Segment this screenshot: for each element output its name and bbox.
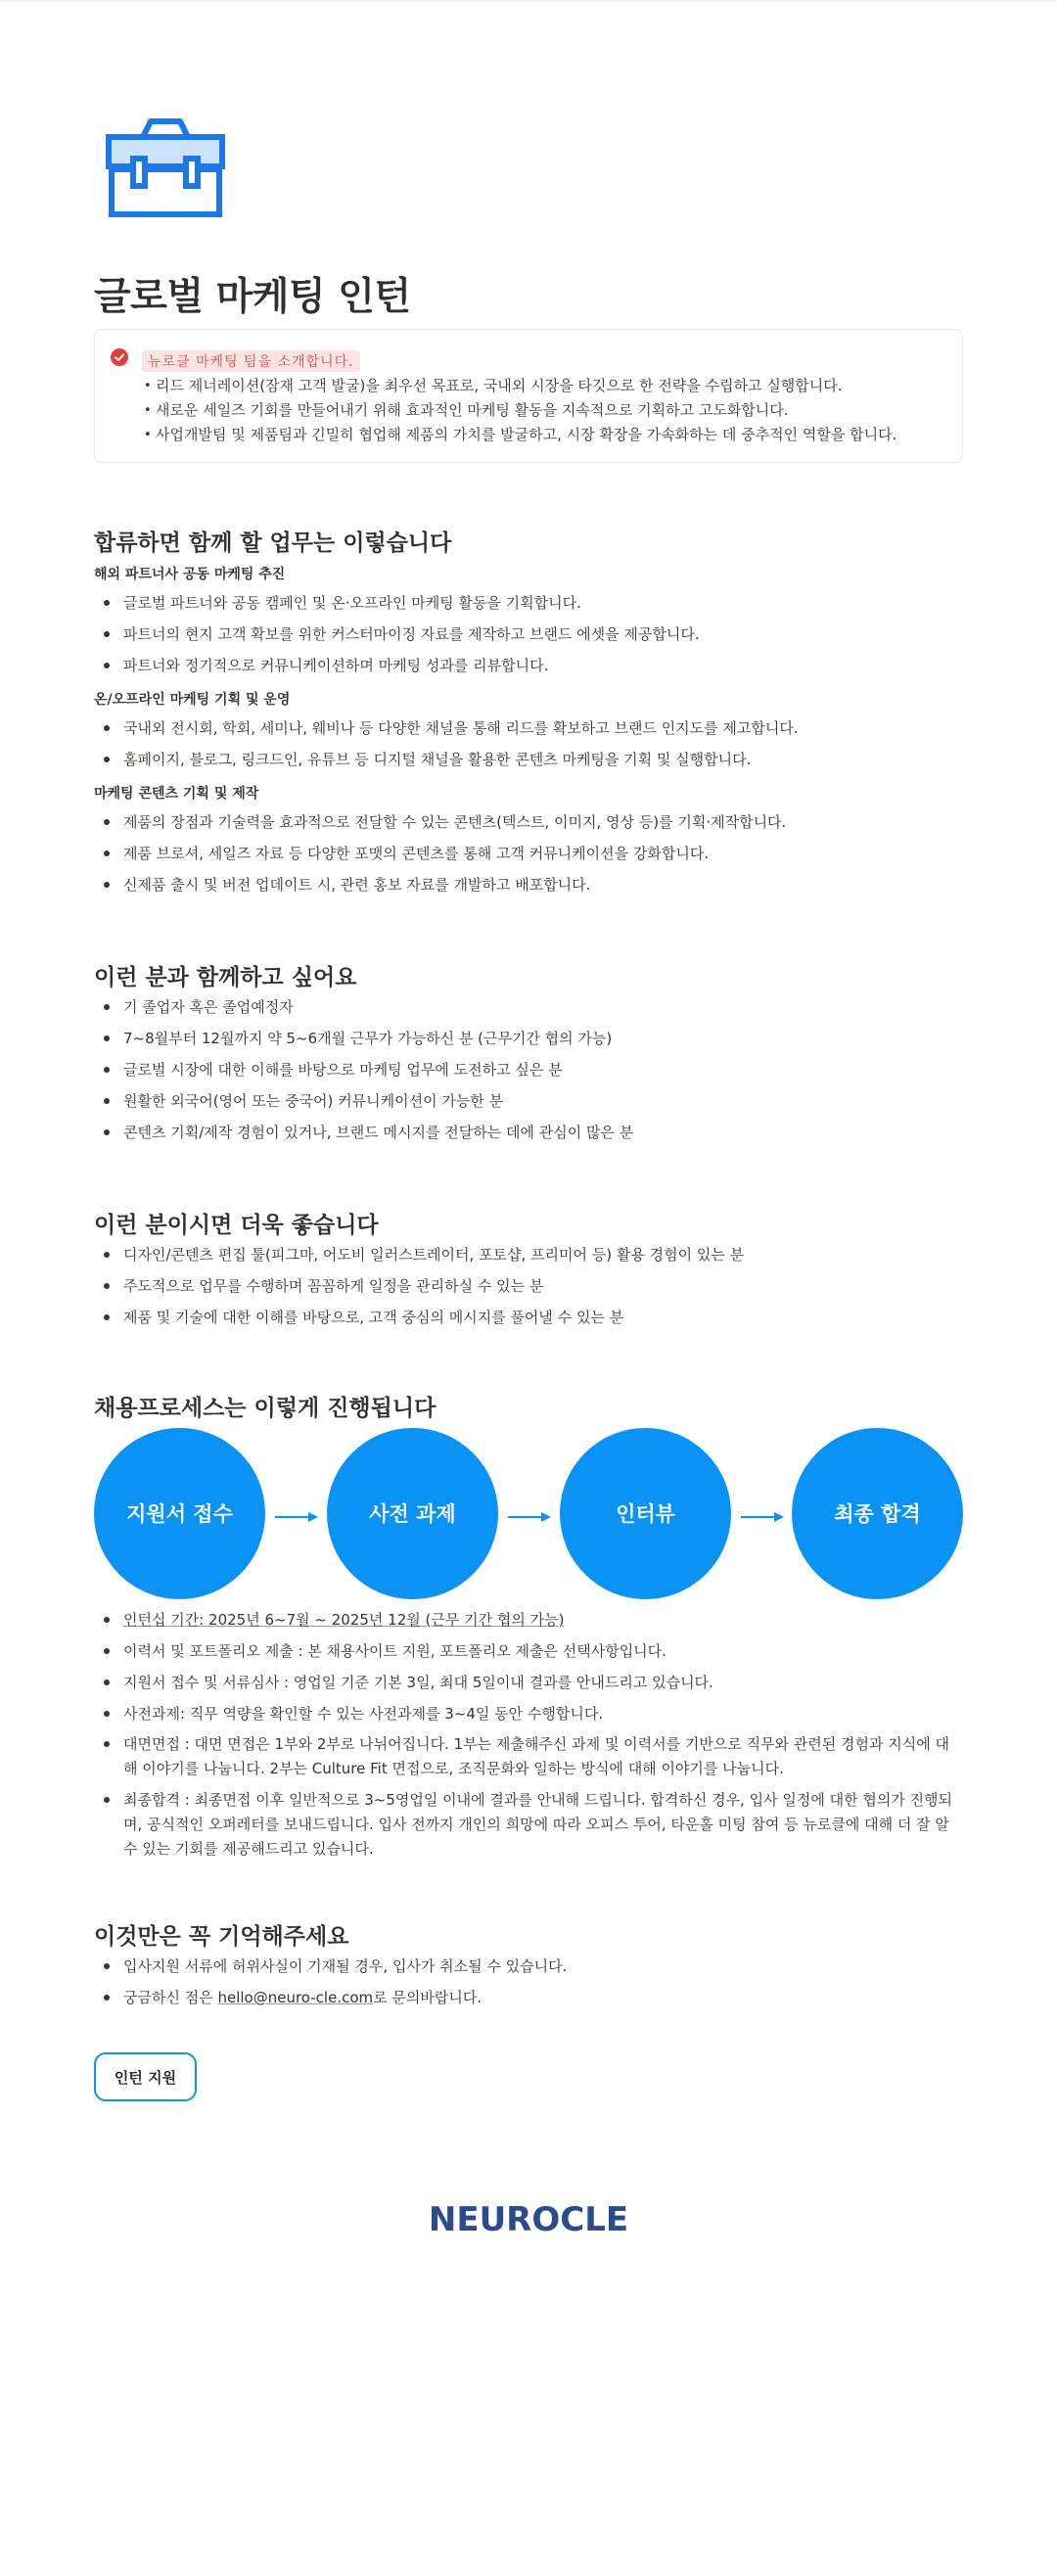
- process-diagram: [94, 1428, 963, 1600]
- check-circle-icon: [111, 348, 128, 366]
- callout-item: • 리드 제너레이션(잠재 고객 발굴)을 최우선 목표로, 국내외 시장을 타깃으로 한 전략을 수립하고 실행합니다.: [142, 374, 944, 398]
- list-item: 원활한 외국어(영어 또는 중국어) 커뮤니케이션이 가능한 분: [94, 1085, 963, 1117]
- process-heading: 채용프로세스는 이렇게 진행됩니다: [94, 1396, 437, 1421]
- duty-group-title: 온/오프라인 마케팅 기획 및 운영: [94, 692, 291, 708]
- arrow-right-icon: [508, 1512, 551, 1522]
- list-item: 최종합격 : 최종면접 이후 일반적으로 3~5영업일 이내에 결과를 안내해 드립니다. 합격하신 경우, 입사 일정에 대한 협의가 진행되며, 공식적인 오퍼레터를 보내드립니다. 입사 전까지 개인의 희망에 따라 오피스 투어, 타운홀 미팅 참여 등 뉴로클에 대해 더 잘 알 수 있는 기회를 제공해드리고 있습니다.: [94, 1785, 963, 1865]
- list-item: 홈페이지, 블로그, 링크드인, 유튜브 등 디지털 채널을 활용한 콘텐츠 마케팅을 기획 및 실행합니다.: [94, 744, 963, 775]
- team-intro-callout: [94, 329, 963, 463]
- contact-suffix: 로 문의바랍니다.: [373, 1989, 483, 2006]
- callout-tag: 뉴로클 마케팅 팀을 소개합니다.: [142, 350, 360, 372]
- list-item: 입사지원 서류에 허위사실이 기재될 경우, 입사가 취소될 수 있습니다.: [94, 1951, 963, 1982]
- list-item: 제품의 장점과 기술력을 효과적으로 전달할 수 있는 콘텐츠(텍스트, 이미지, 영상 등)를 기획·제작합니다.: [94, 806, 963, 838]
- process-step-interview: 인터뷰: [560, 1428, 731, 1599]
- callout-item: • 새로운 세일즈 기회를 만들어내기 위해 효과적인 마케팅 활동을 지속적으로 기획하고 고도화합니다.: [142, 398, 944, 423]
- duties-heading: 합류하면 함께 할 업무는 이렇습니다: [94, 530, 452, 556]
- process-step-final: 최종 합격: [792, 1428, 963, 1599]
- notice-heading: 이것만은 꼭 기억해주세요: [94, 1924, 349, 1950]
- list-item: 제품 및 기술에 대한 이해를 바탕으로, 고객 중심의 메시지를 풀어낼 수 있는 분: [94, 1302, 963, 1333]
- list-item: 7~8월부터 12월까지 약 5~6개월 근무가 가능하신 분 (근무기간 협의 가능): [94, 1023, 963, 1054]
- list-item: 주도적으로 업무를 수행하며 꼼꼼하게 일정을 관리하실 수 있는 분: [94, 1270, 963, 1302]
- callout-list: [142, 374, 944, 447]
- list-item: 사전과제: 직무 역량을 확인할 수 있는 사전과제를 3~4일 동안 수행합니다.: [94, 1698, 963, 1729]
- neurocle-logo: [416, 2200, 641, 2235]
- process-step-assignment: 사전 과제: [327, 1428, 498, 1599]
- list-item: 디자인/콘텐츠 편집 툴(피그마, 어도비 일러스트레이터, 포토샵, 프리미어 등) 활용 경험이 있는 분: [94, 1239, 963, 1270]
- duty-list: [94, 806, 963, 900]
- list-item: [94, 1604, 963, 1635]
- list-item: 신제품 출시 및 버전 업데이트 시, 관련 홍보 자료를 개발하고 배포합니다.: [94, 869, 963, 900]
- duty-group-title: 마케팅 콘텐츠 기획 및 제작: [94, 786, 259, 802]
- toolbox-icon: [104, 115, 227, 219]
- list-item: 이력서 및 포트폴리오 제출 : 본 채용사이트 지원, 포트폴리오 제출은 선택사항입니다.: [94, 1635, 963, 1667]
- logo-text: NEUROCLE: [428, 2200, 629, 2235]
- requirements-list: [94, 991, 963, 1148]
- list-item: 국내외 전시회, 학회, 세미나, 웨비나 등 다양한 채널을 통해 리드를 확보하고 브랜드 인지도를 제고합니다.: [94, 713, 963, 744]
- page-title: 글로벌 마케팅 인턴: [94, 275, 411, 319]
- list-item: 기 졸업자 혹은 졸업예정자: [94, 991, 963, 1023]
- list-item: 제품 브로셔, 세일즈 자료 등 다양한 포맷의 콘텐츠를 통해 고객 커뮤니케이션을 강화합니다.: [94, 838, 963, 869]
- duty-list: [94, 713, 963, 775]
- list-item: 콘텐츠 기획/제작 경험이 있거나, 브랜드 메시지를 전달하는 데에 관심이 많은 분: [94, 1117, 963, 1148]
- duty-group-title: 해외 파트너사 공동 마케팅 추진: [94, 567, 286, 582]
- apply-intern-button[interactable]: 인턴 지원: [94, 2052, 197, 2101]
- internship-period: 인턴십 기간: 2025년 6~7월 ~ 2025년 12월 (근무 기간 협의 가능): [123, 1611, 565, 1629]
- list-item: 파트너의 현지 고객 확보를 위한 커스터마이징 자료를 제작하고 브랜드 에셋을 제공합니다.: [94, 619, 963, 650]
- preferred-list: [94, 1239, 963, 1333]
- arrow-right-icon: [741, 1512, 784, 1522]
- arrow-right-icon: [275, 1512, 318, 1522]
- requirements-heading: 이런 분과 함께하고 싶어요: [94, 965, 357, 990]
- contact-email-link[interactable]: hello@neuro-cle.com: [217, 1989, 374, 2006]
- callout-item: • 사업개발팀 및 제품팀과 긴밀히 협업해 제품의 가치를 발굴하고, 시장 확장을 가속화하는 데 중추적인 역할을 합니다.: [142, 423, 944, 447]
- notice-list: [94, 1951, 963, 2013]
- list-item: 글로벌 시장에 대한 이해를 바탕으로 마케팅 업무에 도전하고 싶은 분: [94, 1054, 963, 1085]
- list-item: 파트너와 정기적으로 커뮤니케이션하며 마케팅 성과를 리뷰합니다.: [94, 650, 963, 681]
- list-item: 대면면접 : 대면 면접은 1부와 2부로 나뉘어집니다. 1부는 제출해주신 과제 및 이력서를 기반으로 직무와 관련된 경험과 지식에 대해 이야기를 나눕니다. 2부는 Culture Fit 면접으로, 조직문화와 일하는 방식에 대해 이야기를 나눕니다.: [94, 1729, 963, 1785]
- list-item: [94, 1982, 963, 2013]
- process-list: [94, 1604, 963, 1865]
- list-item: 글로벌 파트너와 공동 캠페인 및 온·오프라인 마케팅 활동을 기획합니다.: [94, 587, 963, 619]
- preferred-heading: 이런 분이시면 더욱 좋습니다: [94, 1213, 379, 1238]
- top-divider: [0, 0, 1057, 2]
- list-item: 지원서 접수 및 서류심사 : 영업일 기준 기본 3일, 최대 5일이내 결과를 안내드리고 있습니다.: [94, 1667, 963, 1698]
- duty-list: [94, 587, 963, 681]
- contact-prefix: 궁금하신 점은: [123, 1989, 218, 2006]
- process-step-application: 지원서 접수: [94, 1428, 265, 1599]
